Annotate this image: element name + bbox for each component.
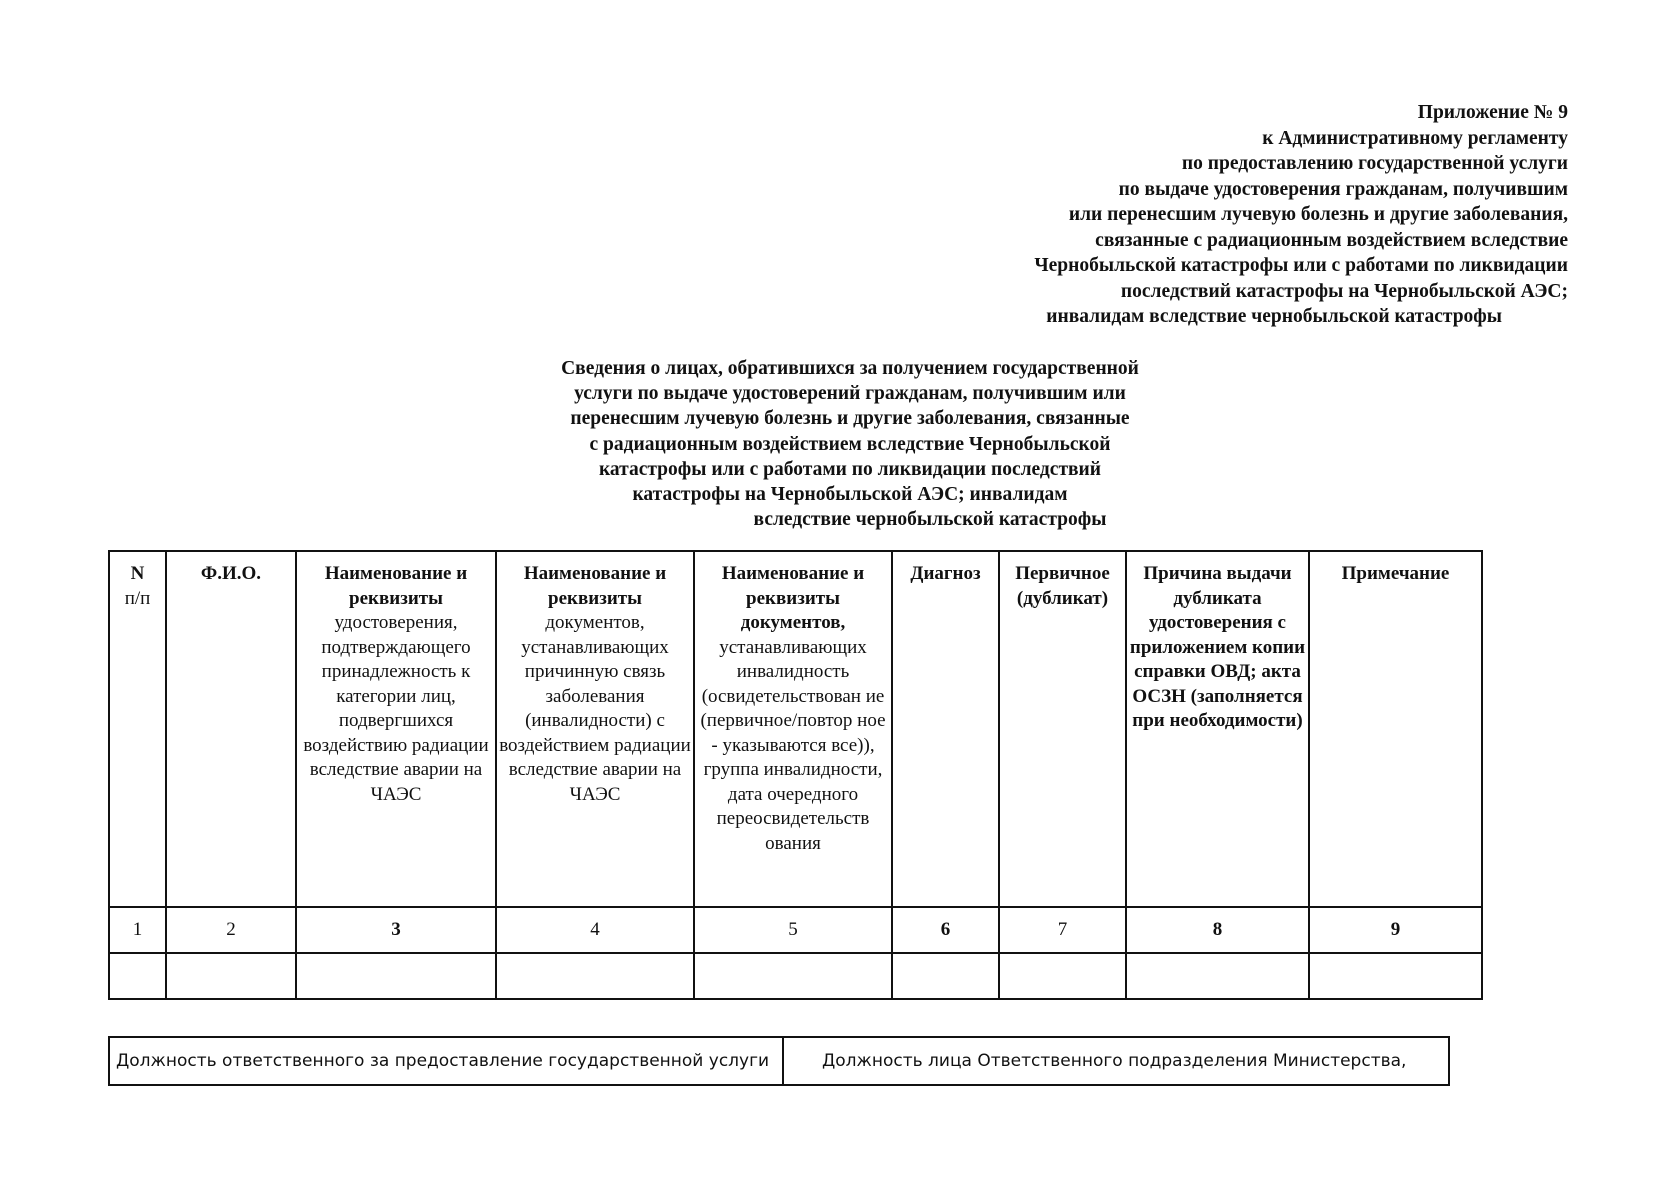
annex-line: или перенесшим лучевую болезнь и другие заболевания, [1068,204,1568,225]
annex-line: по выдаче удостоверения гражданам, получившим [1118,178,1568,200]
col-header-primary [999,551,1126,907]
annex-line: инвалидам вследствие чернобыльской катастрофы [1046,306,1502,327]
header-text: п/п [124,587,151,609]
column-number: 1 [109,907,166,953]
header-bold: Наименование и реквизиты [324,563,468,609]
column-number: 6 [892,907,999,953]
title-line: перенесшим лучевую болезнь и другие заболевания, связанные [570,408,1130,430]
annex-line: по предоставлению государственной услуги [1181,153,1568,174]
annex-line: к Административному регламенту [1262,127,1568,149]
header-bold: Примечание [1341,563,1450,584]
table-cell [694,953,892,999]
data-table [108,550,1483,1000]
signature-table [108,1036,1450,1086]
col-header-causal-documents [496,551,694,907]
document-title [440,356,1260,532]
signature-left: Должность ответственного за предоставление государственной услуги [109,1037,783,1085]
header-bold: Первичное (дубликат) [1015,563,1110,609]
annex-line: последствий катастрофы на Чернобыльской АЭС; [1120,280,1568,302]
header-text: документов, устанавливающих причинную связь заболевания (инвалидности) с воздействием радиации вследствие аварии на ЧАЭС [499,612,691,805]
annex-line: связанные с радиационным воздействием вследствие [1095,229,1568,251]
header-bold: Наименование и реквизиты документов, [721,563,865,633]
signature-right: Должность лица Ответственного подразделения Министерства, [783,1037,1449,1085]
column-number: 2 [166,907,296,953]
header-bold: Ф.И.О. [200,563,262,584]
table-row [109,953,1482,999]
annex-header [1034,100,1568,330]
header-text: удостоверения, подтверждающего принадлежность к категории лиц, подвергшихся воздействию радиации вследствие аварии на ЧАЭС [303,612,489,805]
title-line: вследствие чернобыльской катастрофы [753,509,1107,531]
header-bold: Диагноз [910,563,981,584]
table-cell [496,953,694,999]
column-number: 8 [1126,907,1309,953]
column-number-row [109,907,1482,953]
col-header-note [1309,551,1482,907]
col-header-fio [166,551,296,907]
table-cell [1309,953,1482,999]
col-header-certificate [296,551,496,907]
annex-line: Приложение № 9 [1417,102,1568,123]
column-number: 5 [694,907,892,953]
header-bold: N [130,563,145,584]
column-number: 7 [999,907,1126,953]
header-row [109,551,1482,907]
title-line: катастрофы или с работами по ликвидации последствий [598,458,1102,480]
table-cell [892,953,999,999]
header-bold: Наименование и реквизиты [523,563,667,609]
col-header-diagnosis [892,551,999,907]
annex-line: Чернобыльской катастрофы или с работами по ликвидации [1034,255,1568,276]
title-line: с радиационным воздействием вследствие Чернобыльской [589,433,1111,455]
table-cell [999,953,1126,999]
table-cell [296,953,496,999]
header-text: устанавливающих инвалидность (освидетельствован ие (первичное/повтор ное - указываются все)), группа инвалидности, дата очередного переосвидетельств ования [700,636,886,854]
header-bold: Причина выдачи дубликата удостоверения с приложением копии справки ОВД; акта ОСЗН (заполняется при необходимости) [1129,563,1306,731]
title-line: услуги по выдаче удостоверений гражданам, получившим или [574,383,1126,405]
col-header-duplicate-reason [1126,551,1309,907]
column-number: 3 [296,907,496,953]
table-cell [1126,953,1309,999]
table-cell [166,953,296,999]
signature-row [109,1037,1449,1085]
column-number: 9 [1309,907,1482,953]
title-line: катастрофы на Чернобыльской АЭС; инвалидам [632,484,1068,506]
title-line: Сведения о лицах, обратившихся за получением государственной [561,358,1139,379]
col-header-disability-documents [694,551,892,907]
column-number: 4 [496,907,694,953]
table-cell [109,953,166,999]
col-header-number [109,551,166,907]
